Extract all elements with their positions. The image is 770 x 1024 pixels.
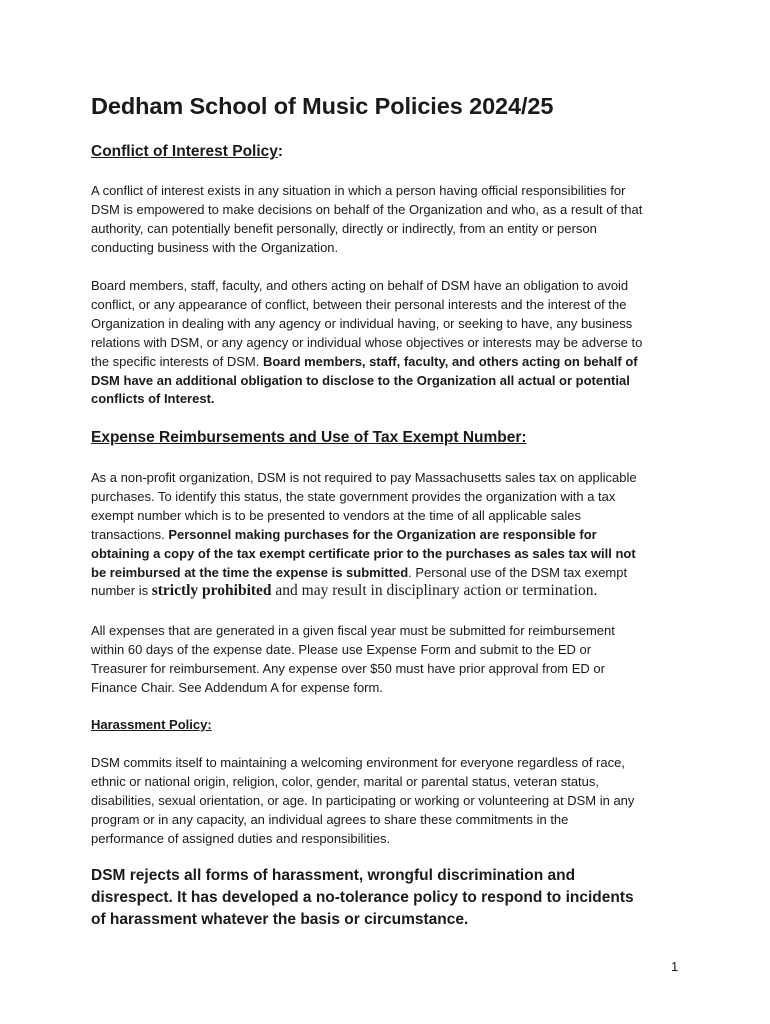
text-run: number is xyxy=(91,583,152,599)
expense-paragraph-2 xyxy=(91,622,691,698)
text-line: purchases. To identify this status, the state government provides the organization with a tax xyxy=(91,488,616,504)
text-line: ethnic or national origin, religion, color, gender, marital or parental status, veteran status, xyxy=(91,773,600,789)
statement-line: DSM rejects all forms of harassment, wrongful discrimination and xyxy=(91,867,576,884)
text-line: DSM commits itself to maintaining a welcoming environment for everyone regardless of race, xyxy=(91,755,625,770)
text-line: A conflict of interest exists in any situation in which a person having official responsibilities for xyxy=(91,183,626,198)
text-line: Finance Chair. See Addendum A for expense form. xyxy=(91,679,383,695)
expense-heading-text: Expense Reimbursements and Use of Tax Exempt Number: xyxy=(91,429,527,446)
text-line: Board members, staff, faculty, and others acting on behalf of DSM have an obligation to avoid xyxy=(91,278,629,293)
harassment-statement xyxy=(91,865,691,931)
text-line xyxy=(91,582,691,601)
page-title: Dedham School of Music Policies 2024/25 xyxy=(91,93,554,119)
text-line: relations with DSM, or any agency or individual whose objectives or interests may be adverse to xyxy=(91,334,643,350)
text-line: exempt number which is to be presented to vendors at the time of all applicable sales xyxy=(91,507,581,523)
text-line xyxy=(91,390,691,409)
text-run: the specific interests of DSM. xyxy=(91,353,263,369)
bold-run: obtaining a copy of the tax exempt certificate prior to the purchases as sales tax will not xyxy=(91,545,636,561)
conflict-paragraph-2 xyxy=(91,277,691,409)
text-line: disabilities, sexual orientation, or age. In participating or working or volunteering at DSM in any xyxy=(91,792,635,808)
bold-run: Personnel making purchases for the Organization are responsible for xyxy=(168,526,597,542)
text-line: DSM is empowered to make decisions on behalf of the Organization and who, as a result of that xyxy=(91,201,643,217)
text-line: All expenses that are generated in a given fiscal year must be submitted for reimbursement xyxy=(91,623,615,638)
text-line: within 60 days of the expense date. Please use Expense Form and submit to the ED or xyxy=(91,641,592,657)
text-line: Treasurer for reimbursement. Any expense over $50 must have prior approval from ED or xyxy=(91,660,605,676)
text-line xyxy=(91,353,691,372)
text-line: Organization in dealing with any agency or individual having, or seeking to have, any business xyxy=(91,315,633,331)
text-line: performance of assigned duties and responsibilities. xyxy=(91,830,391,846)
text-line xyxy=(91,564,691,583)
bold-run: Board members, staff, faculty, and others acting on behalf of xyxy=(262,353,638,369)
text-line xyxy=(91,526,691,545)
page-number: 1 xyxy=(671,959,679,974)
bold-run: DSM have an additional obligation to disclose to the Organization all actual or potential xyxy=(91,372,630,388)
text-run: transactions. xyxy=(91,526,169,542)
bold-run: be reimbursed at the time the expense is submitted xyxy=(91,564,409,580)
statement-line: disrespect. It has developed a no-tolerance policy to respond to incidents xyxy=(91,889,634,906)
serif-run: and may result in disciplinary action or termination. xyxy=(271,582,598,600)
text-line: program or in any capacity, an individual agrees to share these commitments in the xyxy=(91,811,569,827)
bold-run: conflicts of Interest. xyxy=(91,391,215,407)
conflict-paragraph-1 xyxy=(91,182,691,258)
text-line: authority, can potentially benefit personally, directly or indirectly, from an entity or person xyxy=(91,220,597,236)
conflict-heading xyxy=(91,143,283,161)
harassment-paragraph xyxy=(91,754,691,849)
conflict-heading-colon: : xyxy=(277,143,284,160)
text-line xyxy=(91,545,691,564)
text-line: conducting business with the Organization. xyxy=(91,239,339,255)
serif-bold-run: strictly prohibited xyxy=(151,582,272,600)
expense-paragraph-1 xyxy=(91,469,691,601)
text-line xyxy=(91,372,691,391)
text-line: conflict, or any appearance of conflict, between their personal interests and the interest of the xyxy=(91,296,627,312)
statement-line: of harassment whatever the basis or circumstance. xyxy=(91,911,469,928)
expense-heading xyxy=(91,429,527,447)
text-run: . Personal use of the DSM tax exempt xyxy=(408,564,628,580)
text-line: As a non-profit organization, DSM is not required to pay Massachusetts sales tax on applicable xyxy=(91,470,637,485)
conflict-heading-text: Conflict of Interest Policy xyxy=(91,143,278,160)
harassment-heading: Harassment Policy: xyxy=(91,717,212,732)
